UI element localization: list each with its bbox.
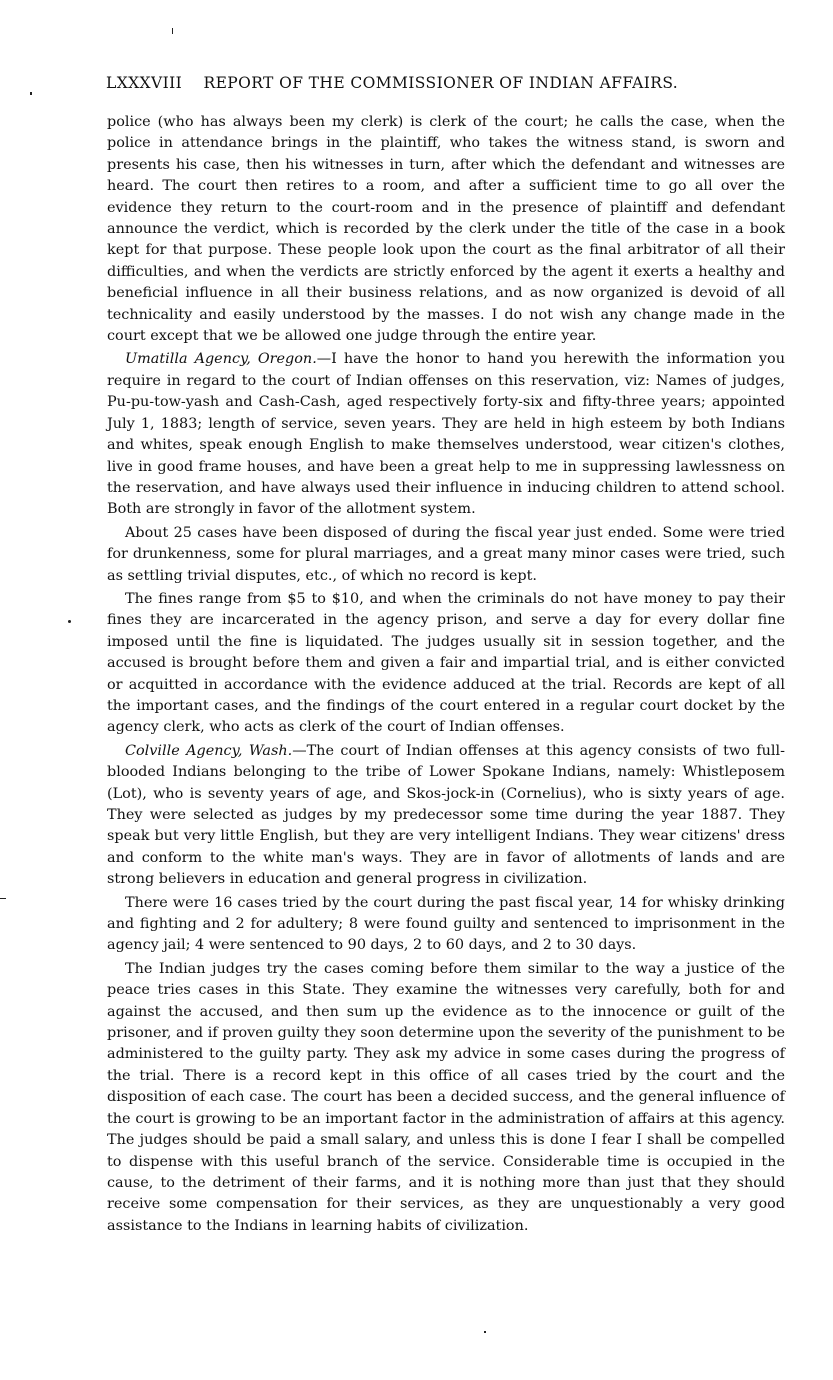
paragraph <box>107 589 785 739</box>
agency-heading: Colville Agency, Wash. <box>125 742 293 759</box>
report-body <box>107 112 785 1239</box>
paragraph <box>107 741 785 891</box>
paragraph-text: There were 16 cases tried by the court during the past fiscal year, 14 for whisky drinking and fighting and 2 for adultery; 8 were found guilty and sentenced to imprisonment in the agency jail; 4 were sentenced to 90 days, 2 to 60 days, and 2 to 30 days. <box>107 894 785 954</box>
print-speck <box>30 92 32 95</box>
paragraph <box>107 349 785 520</box>
print-speck <box>68 620 71 623</box>
paragraph <box>107 112 785 347</box>
paragraph-text: —I have the honor to hand you herewith the information you require in regard to the court of Indian offenses on this reservation, viz: Names of judges, Pu-pu-tow-yash and Cash-Cash, aged respectively forty-six and fifty-three years; appointed July 1, 1883; length of service, seven years. They are held in high esteem by both Indians and whites, speak enough English to make themselves understood, wear citizen's clothes, live in good frame houses, and have been a great help to me in suppressing lawlessness on the reservation, and have always used their influence in inducing children to attend school. Both are strongly in favor of the allotment system. <box>107 351 785 518</box>
print-speck <box>0 898 6 899</box>
paragraph-text: The Indian judges try the cases coming before them similar to the way a justice of the peace tries cases in this State. They examine the witnesses very carefully, both for and against the accused, and then sum up the evidence as to the innocence or guilt of the prisoner, and if proven guilty they soon determine upon the severity of the punishment to be administered to the guilty party. They ask my advice in some cases during the progress of the trial. There is a record kept in this office of all cases tried by the court and the disposition of each case. The court has been a decided success, and the general influence of the court is growing to be an important factor in the administration of affairs at this agency. The judges should be paid a small salary, and unless this is done I fear I shall be compelled to dispense with this useful branch of the service. Considerable time is occupied in the cause, to the detriment of their farms, and it is nothing more than just that they should receive some compensation for their services, as they are unquestionably a very good assistance to the Indians in learning habits of civilization. <box>107 960 785 1234</box>
paragraph <box>107 523 785 587</box>
agency-heading: Umatilla Agency, Oregon. <box>125 351 317 368</box>
paragraph-text: About 25 cases have been disposed of during the fiscal year just ended. Some were tried for drunkenness, some for plural marriages, and a great many minor cases were tried, such as settling trivial disputes, etc., of which no record is kept. <box>107 524 785 584</box>
print-speck <box>484 1331 486 1333</box>
paragraph <box>107 893 785 957</box>
page-folio: LXXXVIII <box>106 74 183 92</box>
running-header <box>106 74 786 92</box>
paragraph <box>107 959 785 1237</box>
report-title: REPORT OF THE COMMISSIONER OF INDIAN AFFAIRS. <box>203 74 679 92</box>
paragraph-text: —The court of Indian offenses at this agency consists of two full-blooded Indians belonging to the tribe of Lower Spokane Indians, namely: Whistleposem (Lot), who is seventy years of age, and Skos-jock-in (Cornelius), who is sixty years of age. They were selected as judges by my predecessor some time during the year 1887. They speak but very little English, but they are very intelligent Indians. They wear citizens' dress and conform to the white man's ways. They are in favor of allotments of lands and are strong believers in education and general progress in civilization. <box>107 742 785 888</box>
paragraph-text: police (who has always been my clerk) is clerk of the court; he calls the case, when the police in attendance brings in the plaintiff, who takes the witness stand, is sworn and presents his case, then his witnesses in turn, after which the defendant and witnesses are heard. The court then retires to a room, and after a sufficient time to go all over the evidence they return to the court-room and in the presence of plaintiff and defendant announce the verdict, which is recorded by the clerk under the title of the case in a book kept for that purpose. These people look upon the court as the final arbitrator of all their difficulties, and when the verdicts are strictly enforced by the agent it exerts a healthy and beneficial influence in all their business relations, and as now organized is devoid of all technicality and easily understood by the masses. I do not wish any change made in the court except that we be allowed one judge through the entire year. <box>107 114 785 345</box>
paragraph-text: The fines range from $5 to $10, and when the criminals do not have money to pay their fines they are incarcerated in the agency prison, and serve a day for every dollar fine imposed until the fine is liquidated. The judges usually sit in session together, and the accused is brought before them and given a fair and impartial trial, and is either convicted or acquitted in accordance with the evidence adduced at the trial. Records are kept of all the important cases, and the findings of the court entered in a regular court docket by the agency clerk, who acts as clerk of the court of Indian offenses. <box>107 590 785 736</box>
print-speck <box>172 28 173 34</box>
